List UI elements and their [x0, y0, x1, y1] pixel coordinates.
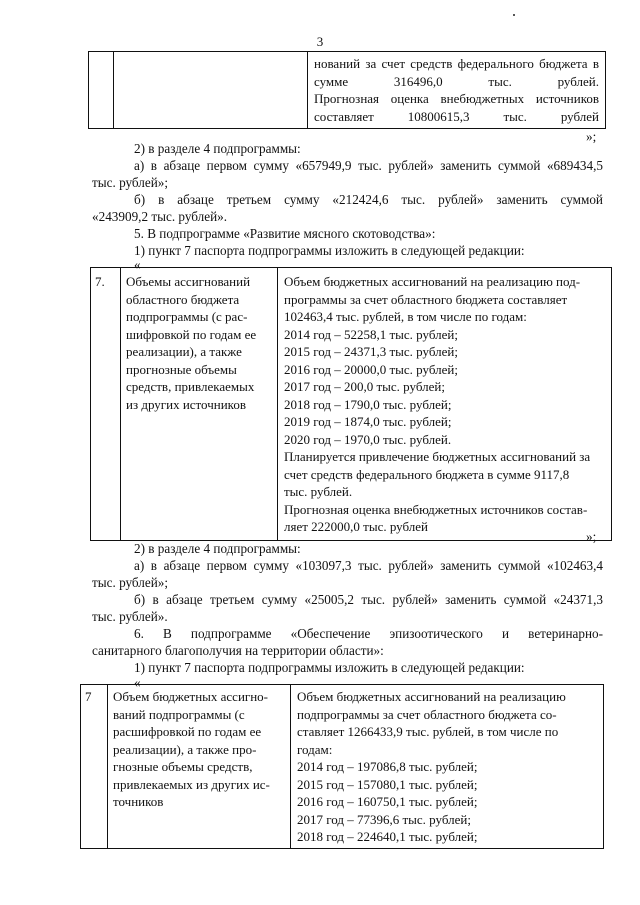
table2-label-line: точников	[113, 794, 164, 809]
paragraph: б) в абзаце третьем сумму «212424,6 тыс. рублей» заменить суммой	[134, 192, 603, 207]
table2-label-line: Объем бюджетных ассигно-	[113, 689, 269, 704]
table1-label-line: прогнозные объемы	[126, 361, 237, 377]
top-table-label-cell	[114, 52, 308, 129]
paragraph: 1) пункт 7 паспорта подпрограммы изложить в следующей редакции:	[134, 660, 525, 675]
table1-content-line: 2020 год – 1970,0 тыс. рублей.	[284, 431, 452, 447]
paragraph: 1) пункт 7 паспорта подпрограммы изложить в следующей редакции:	[134, 243, 525, 258]
paragraph: 5. В подпрограмме «Развитие мясного скотоводства»:	[134, 226, 436, 241]
table1-label-line: областного бюджета	[126, 291, 240, 307]
table2-num-cell	[81, 685, 108, 849]
table1-content-line: счет средств федерального бюджета в сумме 9117,8	[284, 466, 570, 482]
top-table	[88, 51, 606, 129]
table2-label-cell	[108, 685, 291, 849]
paragraph: санитарного благополучия на территории области»:	[92, 643, 384, 658]
table1-content-line: программы за счет областного бюджета составляет	[284, 291, 568, 307]
paragraph: б) в абзаце третьем сумму «25005,2 тыс. рублей» заменить суммой «24371,3	[134, 592, 603, 607]
table1-content-line: Прогнозная оценка внебюджетных источников состав-	[284, 501, 588, 517]
paragraph: тыс. рублей»;	[92, 575, 169, 590]
table2-label-line: ваний подпрограммы (с	[113, 706, 245, 722]
table2-content-line: 2018 год – 224640,1 тыс. рублей;	[297, 829, 478, 844]
paragraph: тыс. рублей»;	[92, 175, 169, 190]
close-quote: »;	[586, 529, 597, 544]
table1-content-line: 2017 год – 200,0 тыс. рублей;	[284, 379, 445, 394]
page-number: 3	[316, 34, 324, 49]
table2-content-line: годам:	[297, 741, 333, 757]
table2-num: 7	[85, 689, 92, 704]
table1-content-line: 102463,4 тыс. рублей, в том числе по годам:	[284, 309, 527, 324]
table1-content-line: тыс. рублей.	[284, 484, 353, 499]
table1-label-line: Объемы ассигнований	[126, 274, 251, 289]
paragraph: 2) в разделе 4 подпрограммы:	[134, 141, 301, 156]
top-table-content-cell	[308, 52, 606, 129]
open-quote: «	[134, 257, 141, 272]
table1-content-line: 2016 год – 20000,0 тыс. рублей;	[284, 361, 458, 377]
table2-content-line: 2017 год – 77396,6 тыс. рублей;	[297, 811, 471, 827]
table1-content-line: ляет 222000,0 тыс. рублей	[284, 519, 429, 534]
table1-content-line: 2015 год – 24371,3 тыс. рублей;	[284, 344, 458, 359]
table1-content-cell	[278, 268, 612, 541]
close-quote: »;	[586, 129, 597, 144]
table1-content-line: 2014 год – 52258,1 тыс. рублей;	[284, 326, 458, 342]
table1-label-cell	[121, 268, 278, 541]
paragraph: тыс. рублей».	[92, 609, 168, 624]
table2-label-line: привлекаемых из других ис-	[113, 776, 270, 792]
table2-content-line: 2014 год – 197086,8 тыс. рублей;	[297, 759, 478, 774]
top-table-line: нований за счет средств федерального бюджета в сумме 316496,0 тыс. рублей.	[314, 56, 599, 89]
table2-label-line: гнозные объемы средств,	[113, 759, 253, 774]
passport-table-2	[80, 684, 604, 849]
table1-num-cell	[91, 268, 121, 541]
open-quote: «	[134, 675, 141, 690]
table1-label-line: подпрограммы (с рас-	[126, 309, 248, 324]
table1-content-line: 2018 год – 1790,0 тыс. рублей;	[284, 396, 452, 412]
paragraph: 6. В подпрограмме «Обеспечение эпизоотического и ветеринарно-	[134, 626, 603, 641]
table2-content-line: Объем бюджетных ассигнований на реализацию	[297, 689, 566, 704]
table1-label-line: шифровкой по годам ее	[126, 326, 257, 342]
top-table-line: Прогнозная оценка внебюджетных источников составляет 10800615,3 тыс. рублей	[314, 91, 599, 124]
table1-content-line: 2019 год – 1874,0 тыс. рублей;	[284, 414, 452, 429]
table1-content-line: Объем бюджетных ассигнований на реализацию под-	[284, 274, 581, 289]
table2-label-line: реализации), а также про-	[113, 741, 257, 757]
table2-label-line: расшифровкой по годам ее	[113, 724, 262, 739]
table1-label-line: реализации), а также	[126, 344, 242, 359]
scan-speck	[513, 14, 515, 16]
paragraph: 2) в разделе 4 подпрограммы:	[134, 541, 301, 556]
paragraph: а) в абзаце первом сумму «657949,9 тыс. рублей» заменить суммой «689434,5	[134, 158, 603, 173]
table1-label-line: средств, привлекаемых	[126, 379, 255, 394]
table2-content-line: 2016 год – 160750,1 тыс. рублей;	[297, 794, 478, 809]
table2-content-line: подпрограммы за счет областного бюджета со-	[297, 706, 557, 722]
table1-label-line: из других источников	[126, 396, 246, 412]
table2-content-line: ставляет 1266433,9 тыс. рублей, в том числе по	[297, 724, 559, 739]
table2-content-cell	[291, 685, 604, 849]
table2-content-line: 2015 год – 157080,1 тыс. рублей;	[297, 776, 478, 792]
table1-num: 7.	[95, 274, 105, 289]
table1-content-line: Планируется привлечение бюджетных ассигнований за	[284, 449, 591, 464]
top-table-num-cell	[89, 52, 114, 129]
paragraph: а) в абзаце первом сумму «103097,3 тыс. рублей» заменить суммой «102463,4	[134, 558, 603, 573]
passport-table-1	[90, 267, 612, 541]
paragraph: «243909,2 тыс. рублей».	[92, 209, 228, 224]
